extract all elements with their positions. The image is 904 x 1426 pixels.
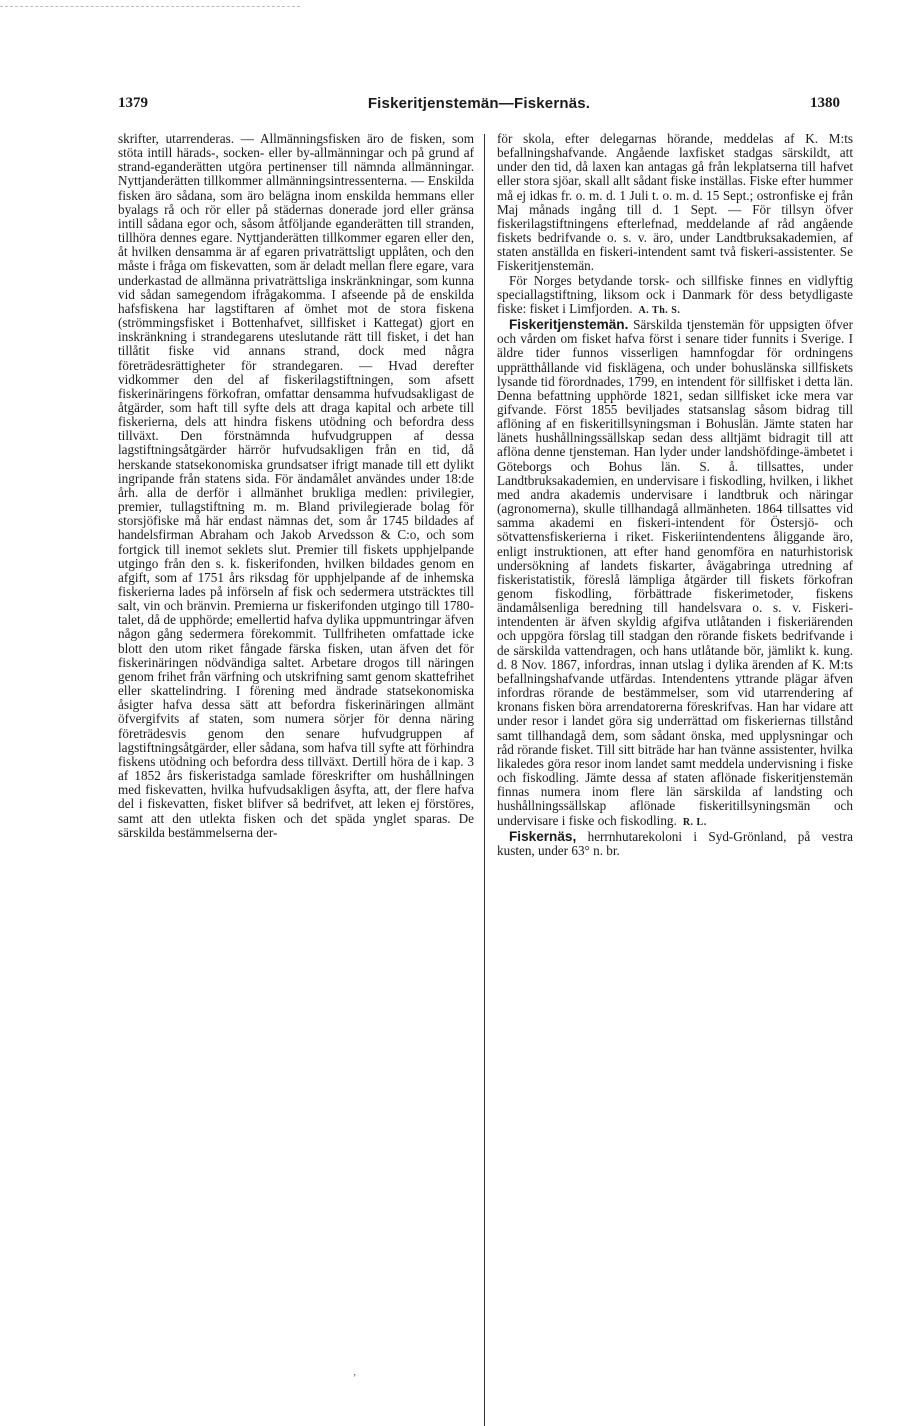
continuation-paragraph: för skola, efter delegarnas hörande, meddelas af K. M:ts befallningshafvande. Angående laxfisket stadgas särskildt, att under den tid, då laxen kan antagas gå från lekplatserna till hafvet eller stora sjöar, skall allt sådant fiske inställas. Fiske efter hummer må ej idkas fr. o. m. d. 1 Juli t. o. m. d. 15 Sept.; ostronfiske ej från Maj månads ingång till d. 1 Sept. — För tillsyn öfver fiskerilagstiftningens efterlefnad, meddelande af råd angående fiskets bedrifvande o. s. v. äro, under Landtbruksakademien, af staten anställda en fiskeri-intendent samt två fiskeri-assistenter. Se Fiskeritjenstemän.: [497, 131, 853, 274]
stray-print-mark: ʼ: [353, 1373, 357, 1384]
page-number-left: 1379: [118, 95, 148, 111]
entry-text: Särskilda tjenstemän för uppsigten öfver och vården om fisket hafva först i senare tider funnits i Sverige. I äldre tider funnos visserligen hamnfogdar för ordningens upprätthållande vid fisklägena, och under bohuslänska sillfiskets lysande tid förordnades, 1799, en intendent för sillfisket i detta län. Denna befattning upphörde 1821, sedan sillfisket icke mera var gifvande. Först 1855 beviljades statsanslag såsom bidrag till aflöning af en fiskeritillsyningsman i Bohuslän. Jämte staten har länets hushållningssällskap sedan dess alltjämt bidragit till att aflöna denne tjensteman. Han lyder under landshöfdinge-ämbetet i Göteborgs och Bohus län. S. å. tillsattes, under Landtbruksakademien, en undervisare i fiskodling, hvilken, i likhet med andra akademis undervisare i landtbruk och näringar (agronomerna), skulle tillhandagå allmänheten. 1864 tillsattes vid samma akademi en fiskeri-intendent för Östersjö- och sötvattensfiskerierna i riket. Fiskeriintendentens åliggande äro, enligt instruktionen, att efter hand genomföra en naturhistorisk undersökning af landets fiskarter, åvägabringa utredning af fiskeristatistik, föreslå lämpliga åtgärder till fiskets förkofran genom fiskodling, förbättrade fiskerimetoder, fiskens ändamålsenliga beredning till handelsvara o. s. v. Fiskeri-intendenten är äfven skyldig afgifva utlåtanden i fiskeriärenden och uppgöra förslag till stadgan den rörande fiskets bedrifvande i de särskilda vattendragen, och hans utlåtande bör, jämlikt k. kung. d. 8 Nov. 1867, infordras, innan utslag i dylika ärenden af K. M:ts befallningshafvande utfärdas. Intendentens yttrande plägar äfven infordras rörande de bestämmelser, som vid utarrendering af kronans fisken böra arrendatorerna föreskrifvas. Han har vidare att under resor i landet göra sig underrättad om fiskeriernas tillstånd samt tillhandagå dem, som sådant önska, med upplysningar och råd rörande fisket. Till sitt biträde har han tvänne assistenter, hvilka likaledes göra resor inom landet samt meddela undervisning i fiske och fiskodling. Jämte dessa af staten aflönade fiskeritjenstemän finnas numera inom flere län särskilda af landsting och hushållningssällskap aflönade fiskeritillsyningsmän och undervisare i fiske och fiskodling.: [497, 317, 854, 828]
entry-heading: Fiskeritjenstemän.: [509, 317, 629, 333]
author-signature: R. L.: [682, 816, 707, 828]
author-signature: A. Th. S.: [638, 304, 681, 316]
page-header: [118, 95, 840, 119]
scan-edge-marks: [0, 6, 300, 11]
entry-heading: Fiskernäs,: [509, 828, 577, 844]
right-column: [497, 132, 853, 858]
left-column: [118, 132, 474, 840]
norway-paragraph: [497, 274, 853, 318]
running-title: Fiskeritjenstemän—Fiskernäs.: [367, 95, 591, 112]
entry-text: herrnhutarekoloni i Syd-Grönland, på vestra kusten, under 63° n. br.: [497, 828, 853, 858]
page-number-right: 1380: [810, 95, 840, 111]
entry-fiskeritjensteman: [497, 318, 853, 830]
left-column-text: skrifter, utarrenderas. — Allmänningsfisken äro de fisken, som stöta intill härads-, socken- eller by-allmänningar och på grund af strand-eganderätten utgöra pertinenser till nämnda allmänningar. Nyttjanderätten tillkommer allmänningsintressenterna. — Enskilda fisken äro sådana, som äro belägna inom enskilda hemmans eller byalags rå och rör eller på städernas donerade jord eller gränsa intill sådana egor och, såsom åtföljande eganderätten till stranden, tillhöra dennes egare. Nyttjanderätten tillkommer egaren eller den, åt hvilken densamma är af egaren privaträttsligt upplåten, och den måste i fråga om fiskevatten, som är deladt mellan flere egare, vara underkastad de allmänna privaträttsliga inskränkningar, som kunna vid sådan samegendom ifrågakomma. I afseende på de enskilda hafsfiskena har lagstiftaren af ömhet mot de stora fiskena (strömmingsfisket i Bottenhafvet, sillfisket i Kattegat) gjort en inskränkning i strandegarens uteslutande rätt till fisket, i det han tillåtit fiske vid annans strand, dock med några företrädesrättigheter för strandegaren. — Hvad derefter vidkommer den del af fiskerilagstiftningen, som afsett fiskerinäringens förkofran, omfattar densamma hufvudsakligast de åtgärder, som haft till syfte dels att draga kapital och arbete till fiskerierna, dels att hindra fiskens utödning och befordra dess tillväxt. Den förstnämnda hufvudgruppen af dessa lagstiftningsåtgärder härrör hufvudsakligen från en tid, då herskande statsekonomiska grundsatser ifrigt manade till ett dylikt ingripande från statens sida. För ändamålet användes under 18:de årh. alla de derför i allmänhet brukliga medlen: privilegier, premier, tullagstiftning m. m. Bland privilegierade bolag för storsjöfiske må här endast nämnas det, som år 1745 bildades af handelsfirman Abraham och Jakob Arvedsson & C:o, och som fortgick till inemot seklets slut. Premier till fiskets upphjelpande utgingo från den s. k. fiskerifonden, hvilken bildades genom en afgift, som af 1751 års riksdag för upphjelpande af de inhemska fiskerierna lades på införseln af fisk och sedermera utsträcktes till salt, vin och bränvin. Premierna ur fiskerifonden utgingo till 1780-talet, då de upphörde; emellertid hafva dylika uppmuntringar äfven någon gång sedermera förekommit. Tullfriheten omfattade icke blott den utom riket fångade färska fisken, utan äfven det för fiskerinäringen nödvändiga saltet. Arbetare drogos till näringen genom frihet från värfning och utskrifning samt genom skattefrihet eller skattelindring. I förening med ändrade statsekonomiska åsigter hafva dessa sätt att befordra fiskerinäringen allmänt öfvergifvits af staten, som numera sörjer för denna näring företrädesvis genom den senare hufvudgruppen af lagstiftningsåtgärder, eller sådana, som hafva till syfte att förhindra fiskens utödning och befordra dess tillväxt. Dertill höra de i kap. 3 af 1852 års fiskeristadga samlade föreskrifter om hushållningen med fiskevatten, hvilka hufvudsakligen åsyfta, att, der flere hafva del i fiskevatten, fisket blifver så bedrifvet, att leken ej förstöres, samt att den utlekta fisken och det späda ynglet sparas. De särskilda bestämmelserna der-: [118, 131, 474, 840]
column-divider: [484, 134, 485, 1426]
norway-text: För Norges betydande torsk- och sillfiske finnes en vidlyftig speciallagstiftning, liksom ock i Danmark för dess betydligaste fiske: fisket i Limfjorden.: [497, 272, 853, 316]
entry-fiskernas: [497, 830, 853, 858]
